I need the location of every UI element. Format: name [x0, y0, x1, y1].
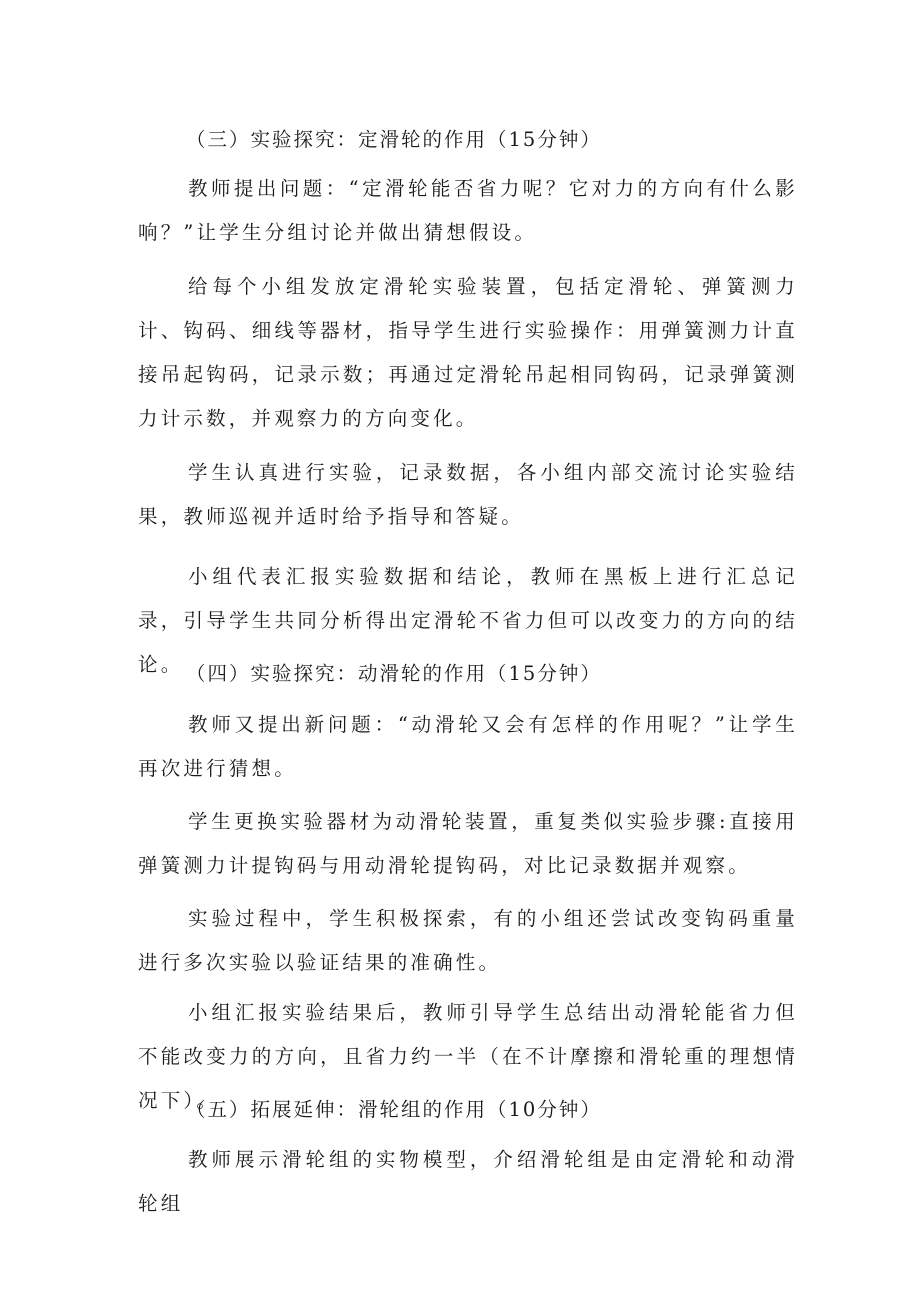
paragraph: 实验过程中，学生积极探索，有的小组还尝试改变钩码重量进行多次实验以验证结果的准确性。 [138, 907, 798, 974]
paragraph: 学生认真进行实验，记录数据，各小组内部交流讨论实验结果，教师巡视并适时给予指导和答疑。 [138, 461, 798, 528]
paragraph: 教师又提出新问题：“动滑轮又会有怎样的作用呢？”让学生再次进行猜想。 [138, 713, 798, 780]
paragraph: 教师展示滑轮组的实物模型，介绍滑轮组是由定滑轮和动滑轮组 [138, 1148, 798, 1215]
section-heading-3: （三）实验探究：定滑轮的作用（15分钟） [186, 128, 602, 151]
paragraph: 给每个小组发放定滑轮实验装置，包括定滑轮、弹簧测力计、钩码、细线等器材，指导学生进行实验操作：用弹簧测力计直接吊起钩码，记录示数；再通过定滑轮吊起相同钩码，记录弹簧测力计示数，并观察力的方向变化。 [138, 275, 798, 430]
section-heading-4: （四）实验探究：动滑轮的作用（15分钟） [186, 662, 602, 685]
paragraph: 小组汇报实验结果后，教师引导学生总结出动滑轮能省力但不能改变力的方向，且省力约一半（在不计摩擦和滑轮重的理想情况下）。 [138, 1001, 798, 1112]
paragraph: 学生更换实验器材为动滑轮装置，重复类似实验步骤:直接用弹簧测力计提钩码与用动滑轮提钩码，对比记录数据并观察。 [138, 810, 798, 877]
section-heading-5: （五）拓展延伸：滑轮组的作用（10分钟） [186, 1098, 602, 1121]
paragraph: 教师提出问题：“定滑轮能否省力呢？它对力的方向有什么影响？”让学生分组讨论并做出猜想假设。 [138, 177, 798, 244]
paragraph: 小组代表汇报实验数据和结论，教师在黑板上进行汇总记录，引导学生共同分析得出定滑轮不省力但可以改变力的方向的结论。 [138, 565, 798, 676]
